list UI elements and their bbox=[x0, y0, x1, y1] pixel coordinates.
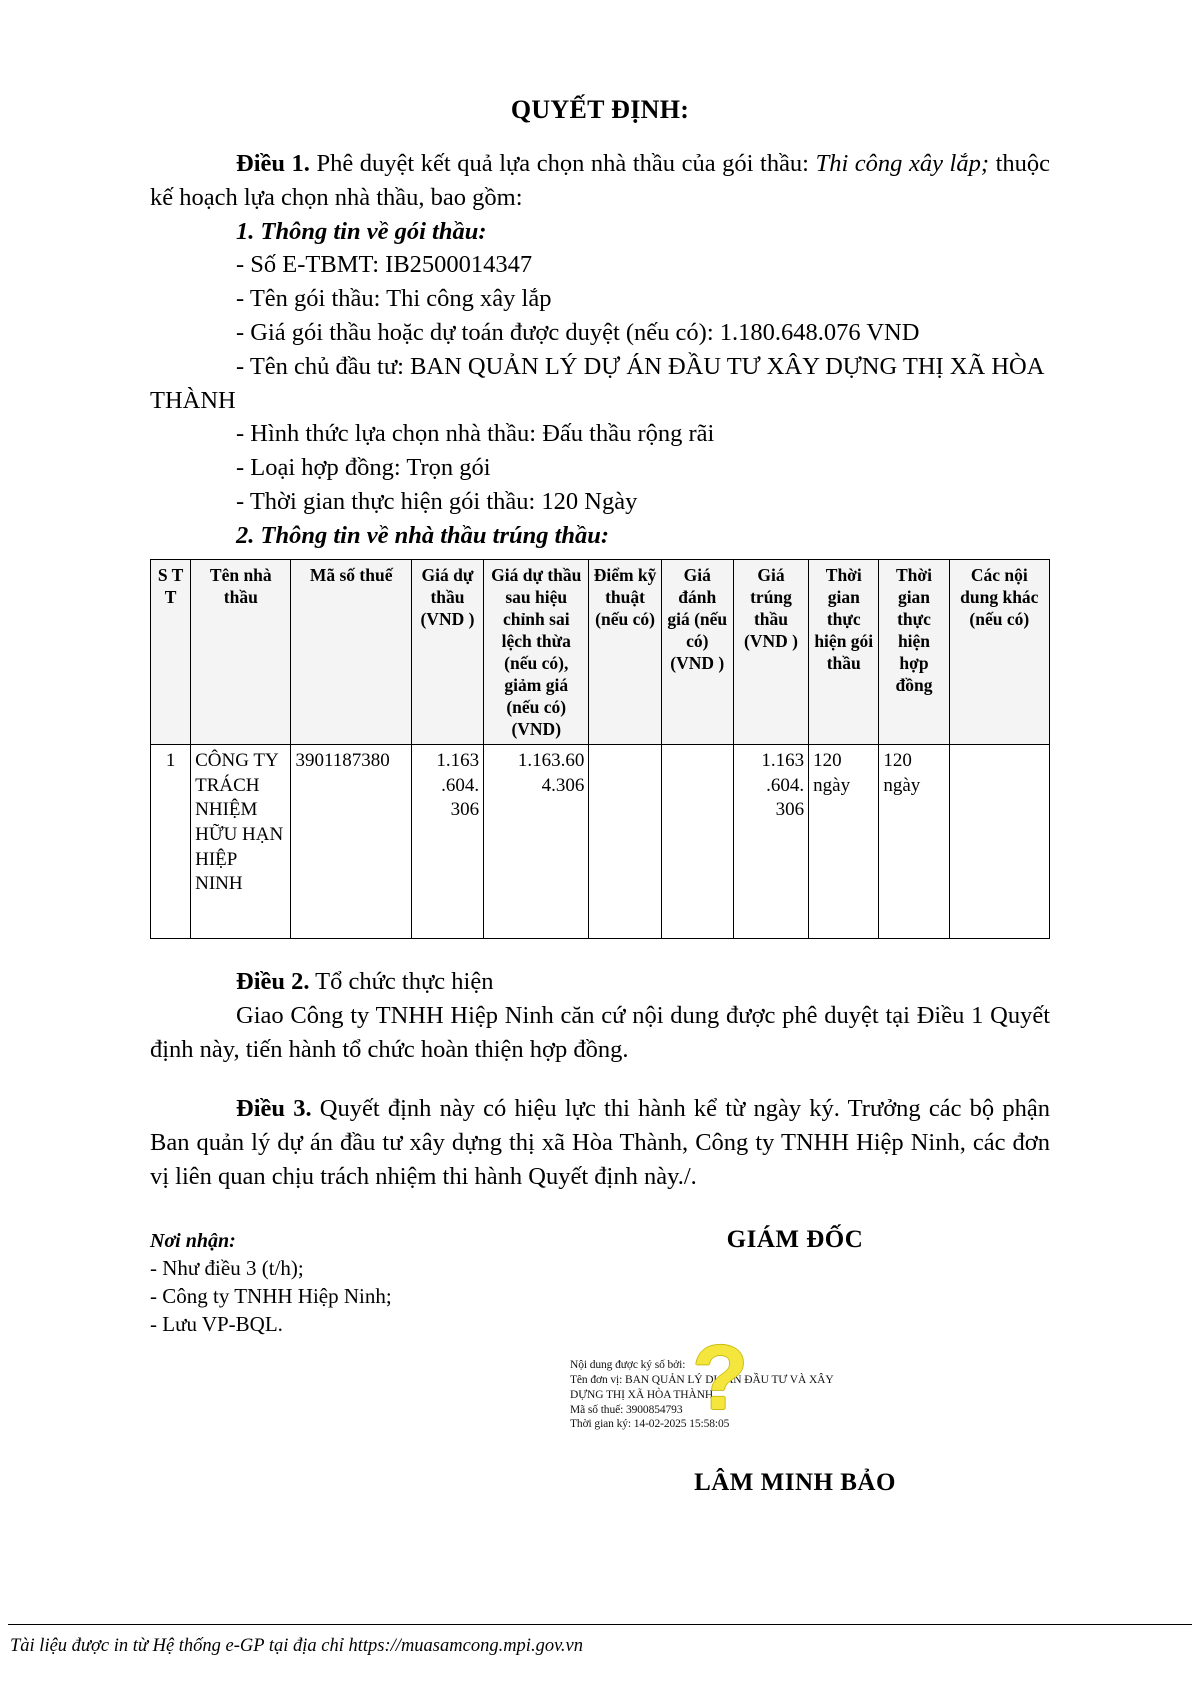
article-3-label: Điều 3. bbox=[236, 1095, 312, 1123]
article-2-label: Điều 2. bbox=[236, 967, 310, 995]
table-header-technical-score: Điểm kỹ thuật (nếu có) bbox=[589, 559, 661, 744]
article-1-text-before: Phê duyệt kết quả lựa chọn nhà thầu của gói thầu: bbox=[309, 150, 816, 177]
article-1-label: Điều 1. bbox=[236, 150, 310, 177]
article-3-paragraph bbox=[150, 1092, 1050, 1193]
recipients-block bbox=[150, 1228, 570, 1339]
cell-stt: 1 bbox=[151, 744, 191, 938]
article-2-heading-text: Tổ chức thực hiện bbox=[309, 967, 494, 995]
recipient-item-1: - Công ty TNHH Hiệp Ninh; bbox=[150, 1283, 392, 1308]
article-1-emphasis: Thi công xây lắp; bbox=[815, 150, 990, 177]
signature-area bbox=[150, 1225, 1050, 1558]
footer-note: Tài liệu được in từ Hệ thống e-GP tại địa chỉ https://muasamcong.mpi.gov.vn bbox=[10, 1636, 583, 1656]
cell-contractor-name: CÔNG TY TRÁCH NHIỆM HỮU HẠN HIỆP NINH bbox=[191, 744, 291, 938]
stamp-line-organization-2: DỰNG THỊ XÃ HÒA THÀNH bbox=[570, 1388, 714, 1401]
stamp-line-signed-by: Nội dung được ký số bởi: bbox=[570, 1358, 686, 1371]
table-header-bid-price: Giá dự thầu (VND ) bbox=[411, 559, 483, 744]
package-info-item-6: - Thời gian thực hiện gói thầu: 120 Ngày bbox=[236, 487, 638, 515]
table-header-winning-price: Giá trúng thầu (VND ) bbox=[733, 559, 808, 744]
signer-role: GIÁM ĐỐC bbox=[726, 1225, 864, 1253]
digital-signature-text bbox=[570, 1358, 900, 1433]
recipient-item-0: - Như điều 3 (t/h); bbox=[150, 1256, 304, 1281]
recipient-item-2: - Lưu VP-BQL. bbox=[150, 1311, 283, 1336]
section-2-title: 2. Thông tin về nhà thầu trúng thầu: bbox=[236, 521, 610, 549]
package-info-item-3: - Tên chủ đầu tư: BAN QUẢN LÝ DỰ ÁN ĐẦU TƯ XÂY DỰNG THỊ XÃ HÒA THÀNH bbox=[150, 352, 1044, 414]
table-header-stt: S T T bbox=[151, 559, 191, 744]
package-info-item-4: - Hình thức lựa chọn nhà thầu: Đấu thầu rộng rãi bbox=[236, 420, 715, 448]
page-title: QUYẾT ĐỊNH: bbox=[510, 95, 690, 124]
table-row bbox=[151, 744, 1050, 938]
stamp-line-tax-code: Mã số thuế: 3900854793 bbox=[570, 1403, 683, 1416]
package-info-item-0: - Số E-TBMT: IB2500014347 bbox=[236, 251, 533, 279]
package-info-item-5: - Loại hợp đồng: Trọn gói bbox=[236, 454, 491, 482]
article-2-body: Giao Công ty TNHH Hiệp Ninh căn cứ nội dung được phê duyệt tại Điều 1 Quyết định này, tiến hành tổ chức hoàn thiện hợp đồng. bbox=[150, 1001, 1050, 1063]
digital-signature-stamp bbox=[570, 1326, 900, 1450]
cell-package-duration: 120 ngày bbox=[809, 744, 879, 938]
table-header-other-content: Các nội dung khác (nếu có) bbox=[949, 559, 1049, 744]
cell-bid-price-adjusted: 1.163.60 4.306 bbox=[484, 744, 589, 938]
table-header-contract-duration: Thời gian thực hiện hợp đồng bbox=[879, 559, 949, 744]
recipients-title: Nơi nhận: bbox=[150, 1229, 236, 1252]
cell-bid-price: 1.163 .604. 306 bbox=[411, 744, 483, 938]
article-1-text-after: thuộc kế hoạch lựa chọn nhà thầu, bao gồm: bbox=[150, 150, 1051, 211]
section-1-title: 1. Thông tin về gói thầu: bbox=[236, 217, 487, 245]
table-header-tax-code: Mã số thuế bbox=[291, 559, 411, 744]
signer-name: LÂM MINH BẢO bbox=[694, 1468, 896, 1496]
article-3-body: Quyết định này có hiệu lực thi hành kể từ ngày ký. Trưởng các bộ phận Ban quản lý dự án đầu tư xây dựng thị xã Hòa Thành, Công ty TNHH Hiệp Ninh, các đơn vị liên quan chịu trách nhiệm thi hành Quyết định này./. bbox=[150, 1095, 1051, 1190]
cell-contract-duration: 120 ngày bbox=[879, 744, 949, 938]
footer-divider bbox=[8, 1624, 1192, 1625]
question-mark-icon: ? bbox=[692, 1326, 749, 1429]
package-info-item-2: - Giá gói thầu hoặc dự toán được duyệt (nếu có): 1.180.648.076 VND bbox=[236, 318, 920, 346]
winning-contractor-table bbox=[150, 559, 1050, 939]
article-2-block bbox=[150, 965, 1050, 1066]
table-header-bid-price-adjusted: Giá dự thầu sau hiệu chỉnh sai lệch thừa (nếu có), giảm giá (nếu có) (VND) bbox=[484, 559, 589, 744]
cell-evaluated-price bbox=[661, 744, 733, 938]
package-info-item-1: - Tên gói thầu: Thi công xây lắp bbox=[236, 285, 552, 313]
cell-technical-score bbox=[589, 744, 661, 938]
article-1-paragraph bbox=[150, 147, 1050, 215]
cell-other-content bbox=[949, 744, 1049, 938]
cell-winning-price: 1.163 .604. 306 bbox=[733, 744, 808, 938]
table-header-contractor-name: Tên nhà thầu bbox=[191, 559, 291, 744]
table-header-row bbox=[151, 559, 1050, 744]
table-header-package-duration: Thời gian thực hiện gói thầu bbox=[809, 559, 879, 744]
article-2-heading bbox=[150, 965, 1050, 999]
stamp-line-sign-time: Thời gian ký: 14-02-2025 15:58:05 bbox=[570, 1418, 730, 1431]
table-header-evaluated-price: Giá đánh giá (nếu có) (VND ) bbox=[661, 559, 733, 744]
stamp-line-organization-1: Tên đơn vị: BAN QUẢN LÝ DỰ ÁN ĐẦU TƯ VÀ XÂY bbox=[570, 1373, 834, 1386]
article-3-block bbox=[150, 1092, 1050, 1193]
cell-tax-code: 3901187380 bbox=[291, 744, 411, 938]
